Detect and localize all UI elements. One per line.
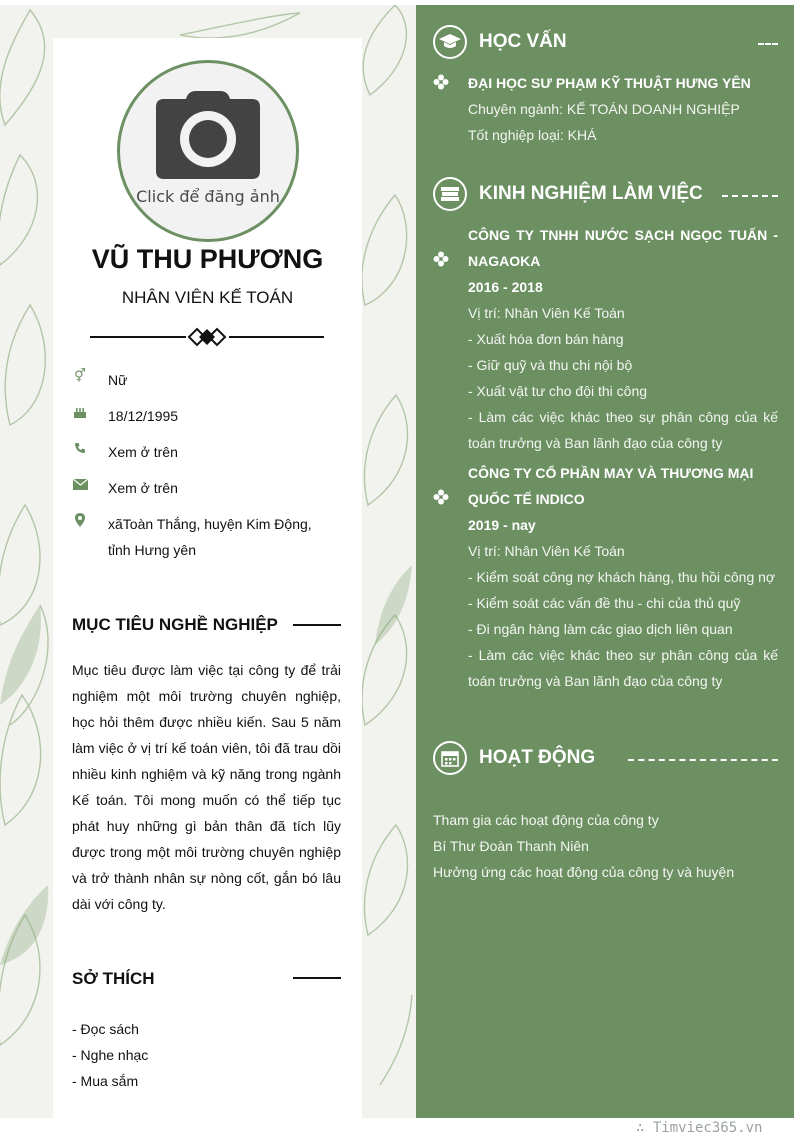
watermark-text: ∴ Timviec365.vn <box>636 1120 763 1136</box>
avatar-caption: Click để đăng ảnh <box>136 187 280 206</box>
graduation-cap-icon <box>439 33 461 51</box>
job-position: Vị trí: Nhân Viên Kế Toán <box>468 305 625 321</box>
flower-bullet-icon <box>433 251 449 272</box>
candidate-job-title: NHÂN VIÊN KẾ TOÁN <box>121 288 294 307</box>
activities-title-dashes <box>628 759 778 761</box>
experience-title-dashes <box>722 195 778 197</box>
phone-icon <box>72 440 88 456</box>
job-duty: - Kiểm soát các vấn đề thu - chi của thủ quỹ <box>468 595 741 611</box>
activities-section-icon <box>433 741 467 775</box>
experience-job-2 <box>468 460 778 694</box>
education-block <box>468 70 778 148</box>
hobby-item: - Nghe nhạc <box>72 1047 149 1063</box>
books-icon <box>440 186 460 202</box>
job-position: Vị trí: Nhân Viên Kế Toán <box>468 543 625 559</box>
divider-diamond-icon <box>187 326 227 348</box>
education-grade: Tốt nghiệp loại: KHÁ <box>468 127 597 143</box>
hobbies-title: SỞ THÍCH <box>72 969 155 988</box>
gender-icon: ⚥ <box>74 368 86 383</box>
objective-title-rule <box>293 624 341 626</box>
experience-job-1 <box>468 222 778 456</box>
job-duty: - Giữ quỹ và thu chi nội bộ <box>468 357 633 373</box>
job-company: CÔNG TY TNHH NƯỚC SẠCH NGỌC TUẤN - NAGAOKA <box>468 227 778 269</box>
job-duty: - Kiểm soát công nợ khách hàng, thu hồi công nợ <box>468 569 776 585</box>
objective-text: Mục tiêu được làm việc tại công ty để trải nghiệm một môi trường chuyên nghiệp, học hỏi thêm được nhiều kiến. Sau 5 năm làm việc ở vị trí kế toán viên, tôi đã trau dồi nhiều kinh nghiệm và kỹ năng trong ngành Kế toán. Tôi mong muốn có thể tiếp tục phát huy những gì bản thân đã tích lũy được trong một môi trường chuyên nghiệp và trở thành nhân sự nòng cốt, gắn bó lâu dài với công ty. <box>72 662 341 912</box>
hobbies-list <box>72 1016 148 1094</box>
activity-item: Hưởng ứng các hoạt động của công ty và huyện <box>433 864 735 880</box>
envelope-icon <box>72 476 88 492</box>
phone-value: Xem ở trên <box>108 444 178 460</box>
education-title: HỌC VẤN <box>479 31 567 52</box>
experience-title: KINH NGHIỆM LÀM VIỆC <box>479 183 703 204</box>
job-period: 2016 - 2018 <box>468 279 543 295</box>
divider-line-right <box>229 336 324 338</box>
flower-bullet-icon <box>433 74 449 95</box>
camera-icon <box>156 89 260 179</box>
job-duty: - Làm các việc khác theo sự phân công của kế toán trưởng và Ban lãnh đạo của công ty <box>468 409 778 451</box>
education-section-icon <box>433 25 467 59</box>
education-school: ĐẠI HỌC SƯ PHẠM KỸ THUẬT HƯNG YÊN <box>468 75 751 91</box>
map-pin-icon <box>72 512 88 528</box>
job-company: CÔNG TY CỔ PHẦN MAY VÀ THƯƠNG MẠI QUỐC TẾ INDICO <box>468 465 754 507</box>
hobbies-title-rule <box>293 977 341 979</box>
education-major: Chuyên ngành: KẾ TOÁN DOANH NGHIỆP <box>468 101 740 117</box>
job-duty: - Xuất vật tư cho đội thi công <box>468 383 648 399</box>
email-value: Xem ở trên <box>108 480 178 496</box>
address-line-2: tỉnh Hưng yên <box>108 542 196 558</box>
objective-title: MỤC TIÊU NGHỀ NGHIỆP <box>72 615 278 634</box>
job-duty: - Làm các việc khác theo sự phân công của kế toán trưởng và Ban lãnh đạo của công ty <box>468 647 778 689</box>
activity-item: Tham gia các hoạt động của công ty <box>433 812 659 828</box>
job-period: 2019 - nay <box>468 517 536 533</box>
job-duty: - Xuất hóa đơn bán hàng <box>468 331 624 347</box>
divider-line-left <box>90 336 186 338</box>
avatar-upload[interactable] <box>117 60 299 242</box>
experience-section-icon <box>433 177 467 211</box>
activities-list <box>433 807 778 885</box>
activity-item: Bí Thư Đoàn Thanh Niên <box>433 838 589 854</box>
gender-value: Nữ <box>108 372 128 388</box>
hobby-item: - Đọc sách <box>72 1021 139 1037</box>
address-line-1: xãToàn Thắng, huyện Kim Động, <box>108 516 312 532</box>
flower-bullet-icon <box>433 489 449 510</box>
birthday-value: 18/12/1995 <box>108 408 179 424</box>
activities-title: HOẠT ĐỘNG <box>479 747 596 768</box>
cake-icon <box>72 404 88 420</box>
calendar-icon <box>441 749 459 767</box>
candidate-name: VŨ THU PHƯƠNG <box>91 244 324 274</box>
hobby-item: - Mua sắm <box>72 1073 139 1089</box>
address-value <box>108 511 342 563</box>
job-duty: - Đi ngân hàng làm các giao dịch liên quan <box>468 621 733 637</box>
education-title-dashes <box>758 43 778 45</box>
